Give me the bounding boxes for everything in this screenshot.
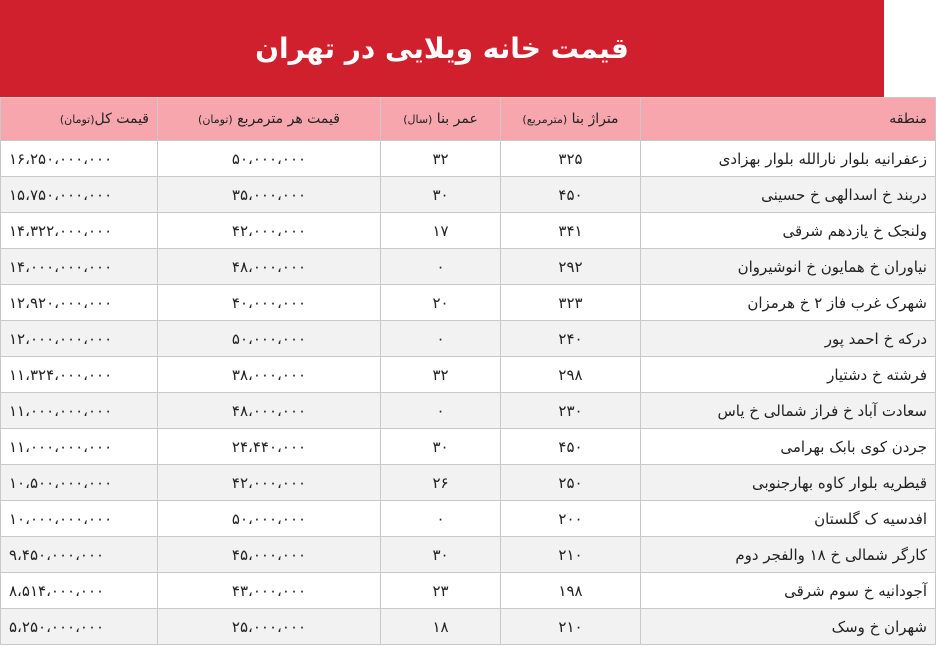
cell-age: ۰ [381,501,501,537]
cell-price-per-meter: ۵۰،۰۰۰،۰۰۰ [158,321,381,357]
cell-area: ۳۲۳ [501,285,641,321]
table-row [1,285,936,321]
cell-price-per-meter: ۳۵،۰۰۰،۰۰۰ [158,177,381,213]
header-age: عمر بنا (سال) [381,98,501,141]
cell-price-per-meter: ۲۵،۰۰۰،۰۰۰ [158,609,381,645]
cell-area: ۳۲۵ [501,141,641,177]
cell-price-per-meter: ۳۸،۰۰۰،۰۰۰ [158,357,381,393]
cell-age: ۰ [381,393,501,429]
cell-price-per-meter: ۴۳،۰۰۰،۰۰۰ [158,573,381,609]
cell-total-price: ۹،۴۵۰،۰۰۰،۰۰۰ [1,537,158,573]
table-row [1,609,936,645]
cell-region: آجودانیه خ سوم شرقی [641,573,936,609]
cell-area: ۱۹۸ [501,573,641,609]
cell-area: ۳۴۱ [501,213,641,249]
cell-region: ولنجک خ یازدهم شرقی [641,213,936,249]
cell-price-per-meter: ۴۲،۰۰۰،۰۰۰ [158,213,381,249]
cell-region: سعادت آباد خ فراز شمالی خ یاس [641,393,936,429]
cell-price-per-meter: ۴۸،۰۰۰،۰۰۰ [158,249,381,285]
cell-price-per-meter: ۵۰،۰۰۰،۰۰۰ [158,501,381,537]
cell-total-price: ۱۵،۷۵۰،۰۰۰،۰۰۰ [1,177,158,213]
cell-total-price: ۱۱،۰۰۰،۰۰۰،۰۰۰ [1,429,158,465]
cell-region: افدسیه ک گلستان [641,501,936,537]
header-area: متراژ بنا (مترمربع) [501,98,641,141]
cell-price-per-meter: ۴۸،۰۰۰،۰۰۰ [158,393,381,429]
table-row [1,321,936,357]
cell-age: ۳۰ [381,537,501,573]
cell-price-per-meter: ۵۰،۰۰۰،۰۰۰ [158,141,381,177]
table-row [1,357,936,393]
cell-total-price: ۵،۲۵۰،۰۰۰،۰۰۰ [1,609,158,645]
header-region: منطقه [641,98,936,141]
cell-price-per-meter: ۴۲،۰۰۰،۰۰۰ [158,465,381,501]
cell-total-price: ۱۴،۳۲۲،۰۰۰،۰۰۰ [1,213,158,249]
cell-total-price: ۸،۵۱۴،۰۰۰،۰۰۰ [1,573,158,609]
table-row [1,429,936,465]
cell-age: ۳۲ [381,141,501,177]
cell-area: ۲۰۰ [501,501,641,537]
cell-total-price: ۱۱،۳۲۴،۰۰۰،۰۰۰ [1,357,158,393]
cell-region: جردن کوی بابک بهرامی [641,429,936,465]
cell-age: ۱۸ [381,609,501,645]
cell-area: ۴۵۰ [501,429,641,465]
cell-total-price: ۱۱،۰۰۰،۰۰۰،۰۰۰ [1,393,158,429]
cell-area: ۲۹۸ [501,357,641,393]
cell-area: ۲۱۰ [501,537,641,573]
table-row [1,537,936,573]
table-header-row [1,98,936,141]
cell-region: زعفرانیه بلوار نارالله بلوار بهزادی [641,141,936,177]
cell-age: ۱۷ [381,213,501,249]
cell-age: ۳۰ [381,429,501,465]
cell-price-per-meter: ۲۴،۴۴۰،۰۰۰ [158,429,381,465]
cell-region: دربند خ اسدالهی خ حسینی [641,177,936,213]
cell-total-price: ۱۶،۲۵۰،۰۰۰،۰۰۰ [1,141,158,177]
table-row [1,141,936,177]
cell-region: فرشته خ دشتیار [641,357,936,393]
header-total-price: قیمت کل(تومان) [1,98,158,141]
cell-region: نیاوران خ همایون خ انوشیروان [641,249,936,285]
cell-total-price: ۱۲،۹۲۰،۰۰۰،۰۰۰ [1,285,158,321]
cell-age: ۲۶ [381,465,501,501]
cell-age: ۰ [381,321,501,357]
table-row [1,465,936,501]
cell-age: ۳۰ [381,177,501,213]
price-table [0,97,936,645]
page-title: قیمت خانه ویلایی در تهران [255,32,629,65]
cell-age: ۰ [381,249,501,285]
cell-total-price: ۱۴،۰۰۰،۰۰۰،۰۰۰ [1,249,158,285]
cell-price-per-meter: ۴۰،۰۰۰،۰۰۰ [158,285,381,321]
cell-region: شهرک غرب فاز ۲ خ هرمزان [641,285,936,321]
cell-age: ۳۲ [381,357,501,393]
cell-area: ۲۵۰ [501,465,641,501]
cell-region: کارگر شمالی خ ۱۸ والفجر دوم [641,537,936,573]
cell-total-price: ۱۲،۰۰۰،۰۰۰،۰۰۰ [1,321,158,357]
header-price-per-meter: قیمت هر مترمربع (تومان) [158,98,381,141]
cell-area: ۲۱۰ [501,609,641,645]
cell-area: ۲۹۲ [501,249,641,285]
table-row [1,213,936,249]
table-row [1,501,936,537]
table-row [1,177,936,213]
cell-age: ۲۰ [381,285,501,321]
cell-age: ۲۳ [381,573,501,609]
cell-region: درکه خ احمد پور [641,321,936,357]
table-row [1,573,936,609]
cell-area: ۴۵۰ [501,177,641,213]
cell-area: ۲۴۰ [501,321,641,357]
table-row [1,249,936,285]
table-row [1,393,936,429]
cell-region: قیطریه بلوار کاوه بهارجنوبی [641,465,936,501]
cell-price-per-meter: ۴۵،۰۰۰،۰۰۰ [158,537,381,573]
cell-total-price: ۱۰،۰۰۰،۰۰۰،۰۰۰ [1,501,158,537]
cell-area: ۲۳۰ [501,393,641,429]
cell-total-price: ۱۰،۵۰۰،۰۰۰،۰۰۰ [1,465,158,501]
title-bar [0,0,884,97]
cell-region: شهران خ وسک [641,609,936,645]
